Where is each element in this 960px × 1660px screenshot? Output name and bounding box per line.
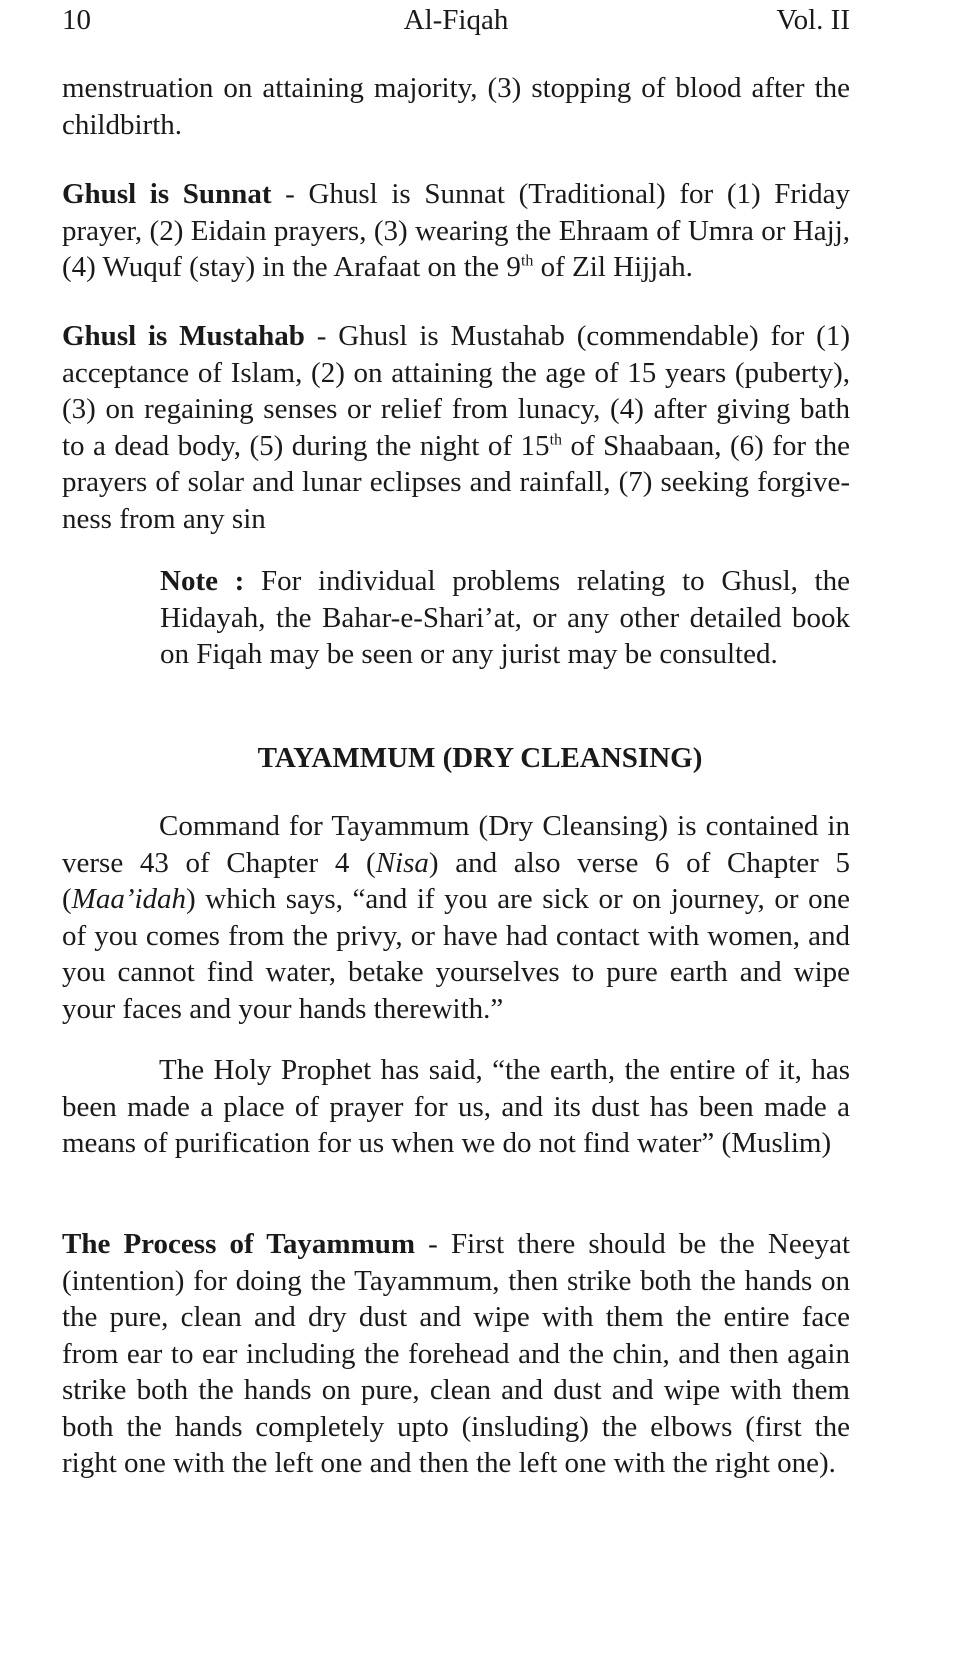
surah-name: Maa’idah (71, 883, 187, 915)
paragraph-text: ) and also verse 6 of Chapter 5 ( (62, 846, 850, 915)
paragraph-text: - Ghusl is Sunnat (Traditional) for (1) Friday prayer, (2) Eidain prayers, (3) wearing the Ehraam of Umra or Hajj, (4) Wuquf (stay) in the Arafaat on the 9 (62, 178, 851, 283)
note-text: For individual problems relating to Ghusl, the Hidayah, the Bahar-e-Shari’at, or any other detailed book on Fiqah may be seen or any jurist may be consulted. (160, 565, 850, 670)
paragraph-text: ) which says, “and if you are sick or on journey, or one of you comes from the privy, or have had contact with women, and you cannot find water, betake yourselves to pure earth and wipe your faces and your hands therewith.” (62, 883, 850, 1025)
page-header (62, 2, 850, 42)
paragraph-text: of Shaabaan, (6) for the prayers of solar and lunar eclipses and rainfall, (7) seeking forgive-ness from any sin (62, 429, 850, 535)
term-process-of-tayammum: The Process of Tayammum (62, 1228, 416, 1260)
volume-label: Vol. II (776, 4, 850, 36)
ordinal-suffix: th (520, 252, 534, 270)
paragraph-ghusl-mustahab (62, 318, 850, 537)
term-ghusl-sunnat: Ghusl is Sunnat (62, 178, 272, 210)
page-number: 10 (62, 4, 91, 36)
note-label: Note : (160, 565, 245, 597)
paragraph-process-of-tayammum (62, 1226, 850, 1482)
section-heading: TAYAMMUM (DRY CLEANSING) (257, 742, 703, 774)
ordinal-suffix: th (549, 430, 563, 448)
term-ghusl-mustahab: Ghusl is Mustahab (62, 320, 305, 352)
paragraph-ghusl-sunnat (62, 176, 850, 286)
book-title: Al-Fiqah (403, 4, 509, 36)
paragraph-text: of Zil Hijjah. (533, 251, 693, 283)
paragraph-tayammum-command (62, 808, 850, 1027)
paragraph-continuation: menstruation on attaining majority, (3) stopping of blood after the childbirth. (62, 72, 850, 141)
paragraph-text: - First there should be the Neeyat (intention) for doing the Tayammum, then strike both the hands on the pure, clean and dry dust and wipe with them the entire face from ear to ear including the forehead and the chin, and then again strike both the hands on pure, clean and dust and wipe with them both the hands completely upto (insluding) the elbows (first the right one with the left one and then the left one with the right one). (62, 1228, 850, 1479)
surah-name: Nisa (375, 846, 429, 879)
paragraph-text: - Ghusl is Mustahab (commendable) for (1) acceptance of Islam, (2) on attaining the age of 15 years (puberty), (3) on regaining senses or relief from lunacy, (4) after giving bath to a dead body, (5) during the night of 15 (62, 320, 850, 462)
paragraph-hadith: The Holy Prophet has said, “the earth, the entire of it, has been made a place of prayer for us, and its dust has been made a means of purification for us when we do not find water” (Muslim) (62, 1054, 850, 1159)
paragraph-text: Command for Tayammum (Dry Cleansing) is contained in verse 43 of Chapter 4 ( (62, 810, 850, 879)
note-block (160, 563, 850, 673)
